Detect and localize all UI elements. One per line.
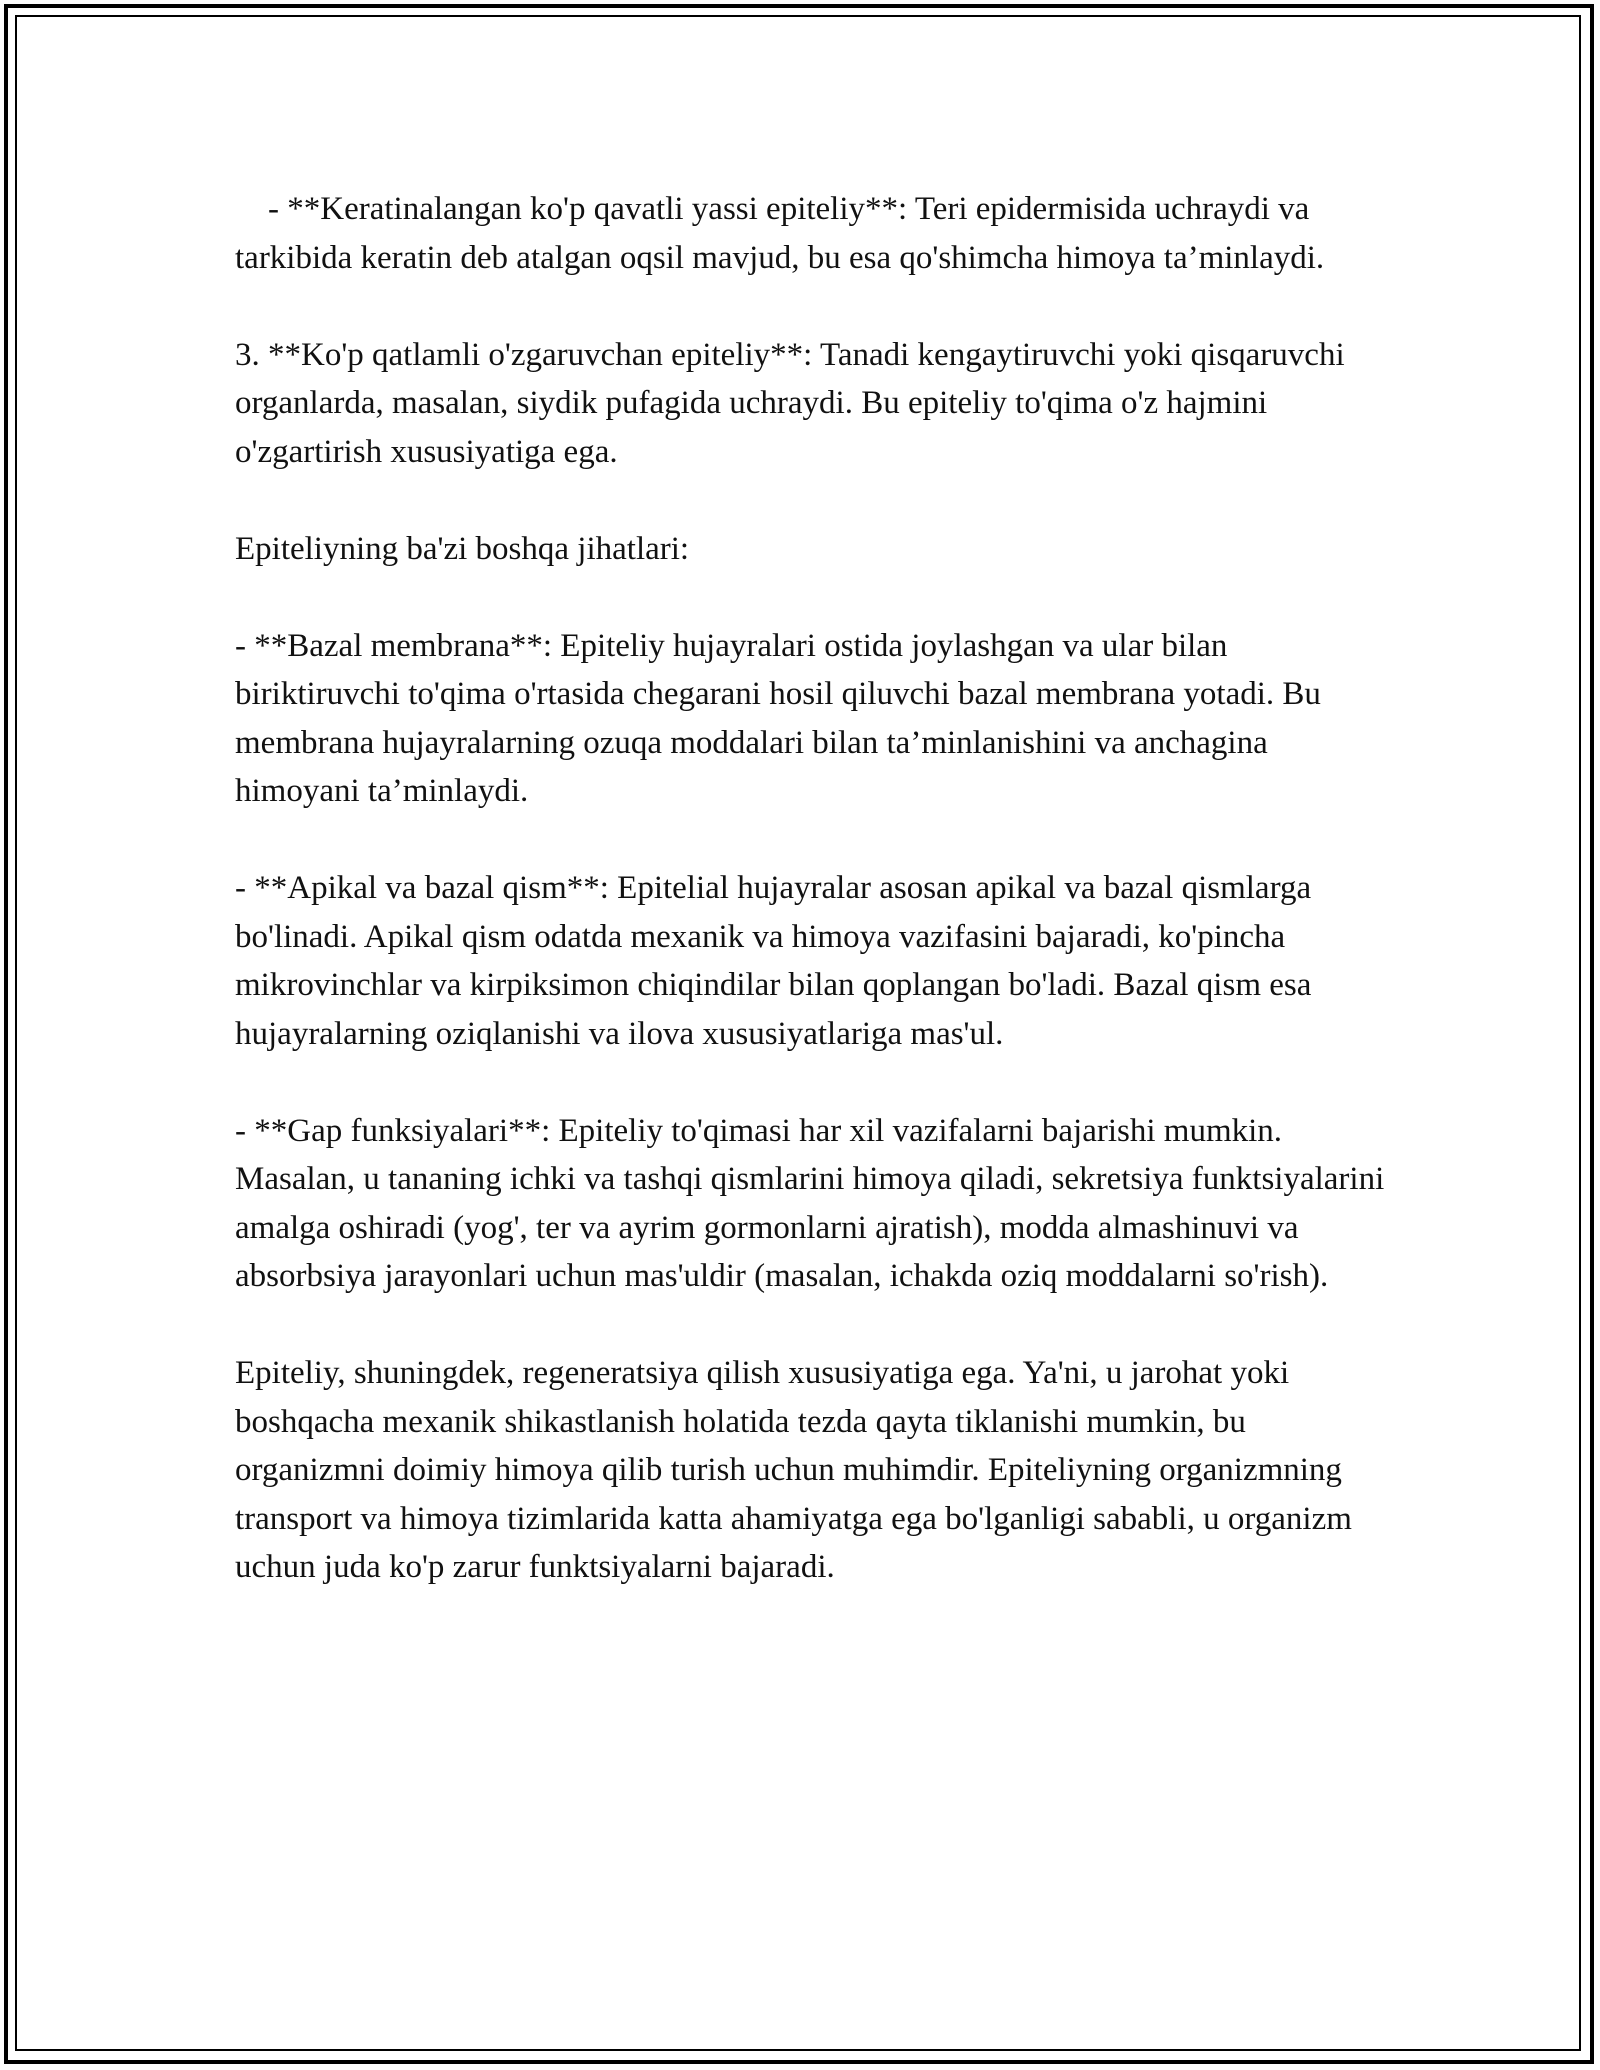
- paragraph-other-aspects-heading: Epiteliyning ba'zi boshqa jihatlari:: [235, 530, 690, 567]
- document-body: [235, 185, 1393, 1592]
- paragraph-regeneration: Epiteliy, shuningdek, regeneratsiya qilish xususiyatiga ega. Ya'ni, u jarohat yoki boshqacha mexanik shikastlanish holatida tezda qayta tiklanishi mumkin, bu organizmni doimiy himoya qilib turish uchun muhimdir. Epiteliyning organizmning transport va himoya tizimlarida katta ahamiyatga ega bo'lganligi sababli, u organizm uchun juda ko'p zarur funktsiyalarni bajaradi.: [235, 1355, 1361, 1585]
- paragraph-basal-membrane: - **Bazal membrana**: Epiteliy hujayralari ostida joylashgan va ular bilan biriktiruvchi to'qima o'rtasida chegarani hosil qiluvchi bazal membrana yotadi. Bu membrana hujayralarning ozuqa moddalari bilan ta’minlanishini va anchagina himoyani ta’minlaydi.: [235, 627, 1330, 809]
- paragraph-apical-basal-parts: - **Apikal va bazal qism**: Epitelial hujayralar asosan apikal va bazal qismlarga bo'linadi. Apikal qism odatda mexanik va himoya vazifasini bajaradi, ko'pincha mikrovinchlar va kirpiksimon chiqindilar bilan qoplangan bo'ladi. Bazal qism esa hujayralarning oziqlanishi va ilova xususiyatlariga mas'ul.: [235, 870, 1320, 1052]
- paragraph-keratinized-epithelium: - **Keratinalangan ko'p qavatli yassi epiteliy**: Teri epidermisida uchraydi va tarkibida keratin deb atalgan oqsil mavjud, bu esa qo'shimcha himoya ta’minlaydi.: [235, 191, 1325, 276]
- paragraph-functions: - **Gap funksiyalari**: Epiteliy to'qimasi har xil vazifalarni bajarishi mumkin. Masalan, u tananing ichki va tashqi qismlarini himoya qiladi, sekretsiya funktsiyalarini amalga oshiradi (yog', ter va ayrim gormonlarni ajratish), modda almashinuvi va absorbsiya jarayonlari uchun mas'uldir (masalan, ichakda oziq moddalarni so'rish).: [235, 1112, 1393, 1294]
- paragraph-transitional-epithelium: 3. **Ko'p qatlamli o'zgaruvchan epiteliy**: Tanadi kengaytiruvchi yoki qisqaruvchi organlarda, masalan, siydik pufagida uchraydi. Bu epiteliy to'qima o'z hajmini o'zgartirish xususiyatiga ega.: [235, 336, 1353, 470]
